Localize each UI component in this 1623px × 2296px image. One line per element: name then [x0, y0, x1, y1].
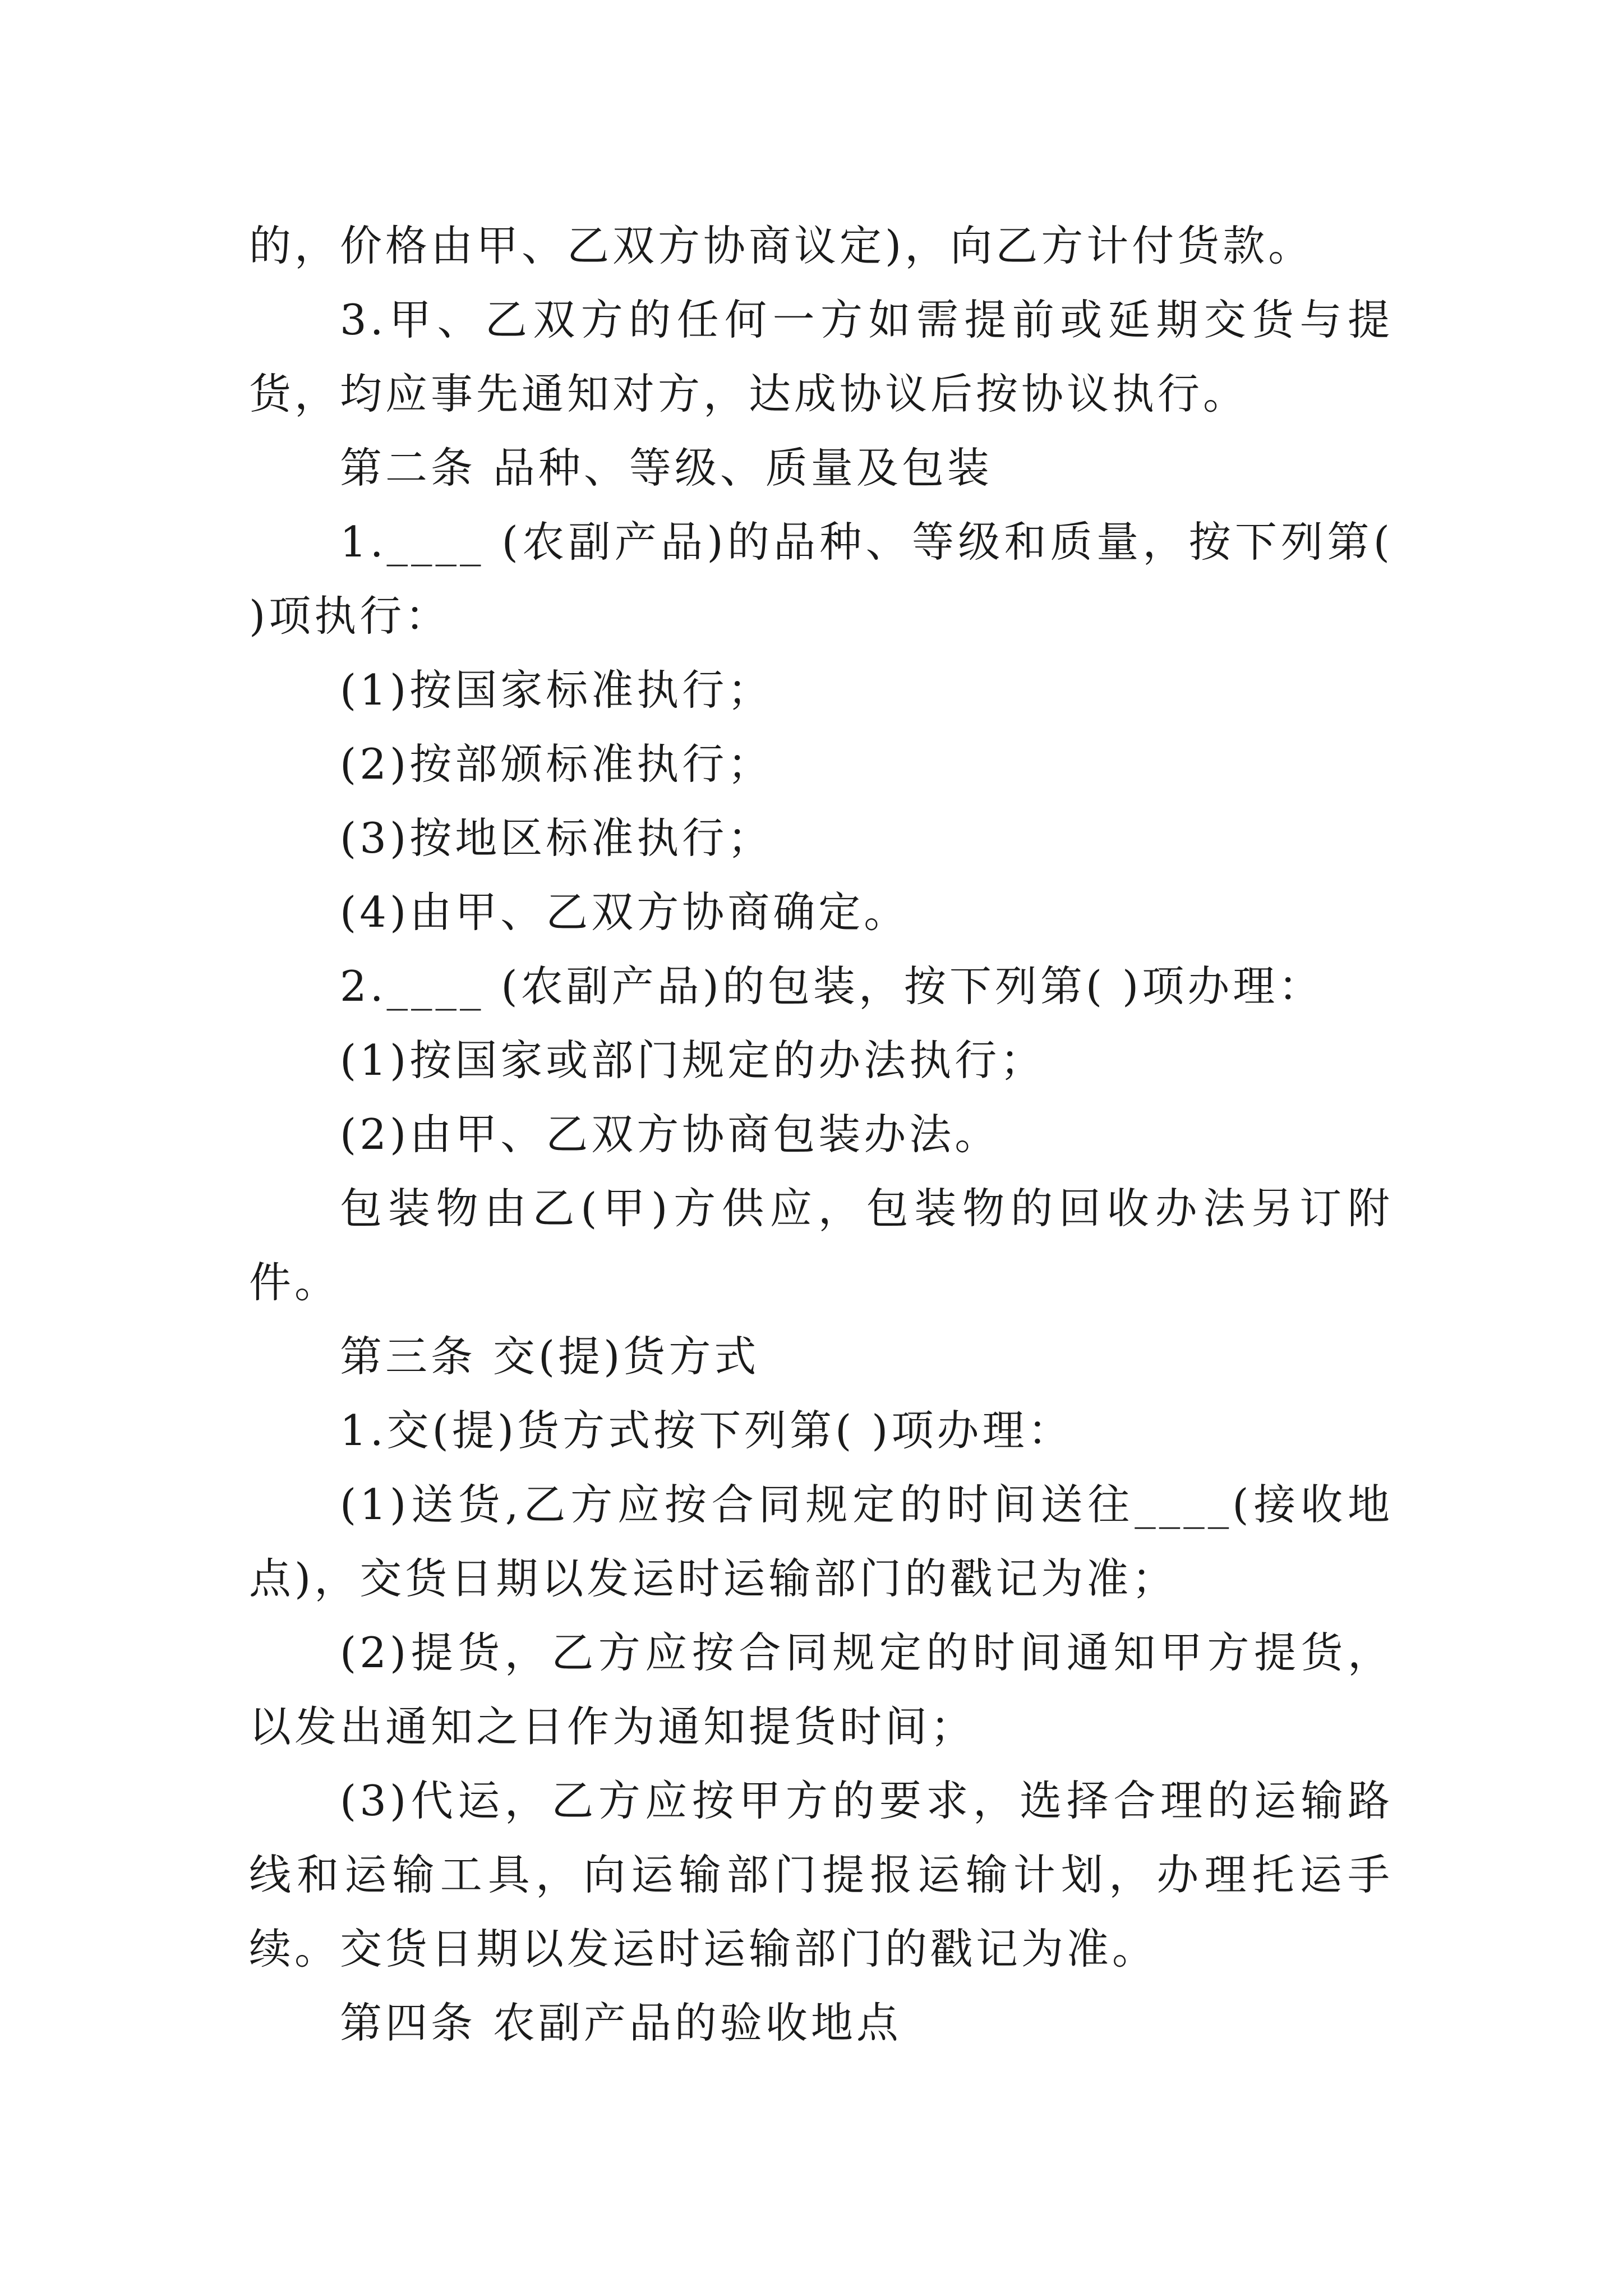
list-item-negotiated: (4)由甲、乙双方协商确定。 — [340, 887, 910, 937]
list-item-regional-standard: (3)按地区标准执行； — [340, 813, 773, 863]
paragraph-clause-1-3: 3.甲、乙双方的任何一方如需提前或延期交货与提货，均应事先通知对方，达成协议后按协议执行。 — [249, 295, 1393, 418]
paragraph-clause-2-2: 2.____ (农副产品)的包装，按下列第( )项办理： — [340, 961, 1324, 1011]
list-item-consignment: (3)代运，乙方应按甲方的要求，选择合理的运输路线和运输工具，向运输部门提报运输计划，办理托运手续。交货日期以发运时运输部门的戳记为准。 — [249, 1776, 1393, 1973]
list-item-packaging-regulation: (1)按国家或部门规定的办法执行； — [340, 1036, 1046, 1085]
list-item-national-standard: (1)按国家标准执行； — [340, 665, 773, 715]
list-item-packaging-negotiated: (2)由甲、乙双方协商包装办法。 — [340, 1110, 1000, 1159]
paragraph-payment-continuation: 的，价格由甲、乙双方协商议定)，向乙方计付货款。 — [249, 221, 1314, 270]
paragraph-clause-3-1: 1.交(提)货方式按下列第( )项办理： — [340, 1406, 1073, 1455]
document-body — [249, 209, 1393, 2060]
list-item-pickup: (2)提货，乙方应按合同规定的时间通知甲方提货，以发出通知之日作为通知提货时间； — [249, 1628, 1393, 1751]
article-4-heading: 第四条 农副产品的验收地点 — [340, 1998, 902, 2047]
list-item-delivery: (1)送货,乙方应按合同规定的时间送往____(接收地点)，交货日期以发运时运输部门的戳记为准； — [249, 1480, 1393, 1603]
paragraph-clause-2-1: 1.____ (农副产品)的品种、等级和质量，按下列第( )项执行： — [249, 517, 1393, 641]
paragraph-packaging-supply: 包装物由乙(甲)方供应，包装物的回收办法另订附件。 — [249, 1184, 1393, 1307]
article-2-heading: 第二条 品种、等级、质量及包装 — [340, 443, 993, 493]
list-item-ministry-standard: (2)按部颁标准执行； — [340, 739, 773, 789]
article-3-heading: 第三条 交(提)货方式 — [340, 1332, 760, 1381]
